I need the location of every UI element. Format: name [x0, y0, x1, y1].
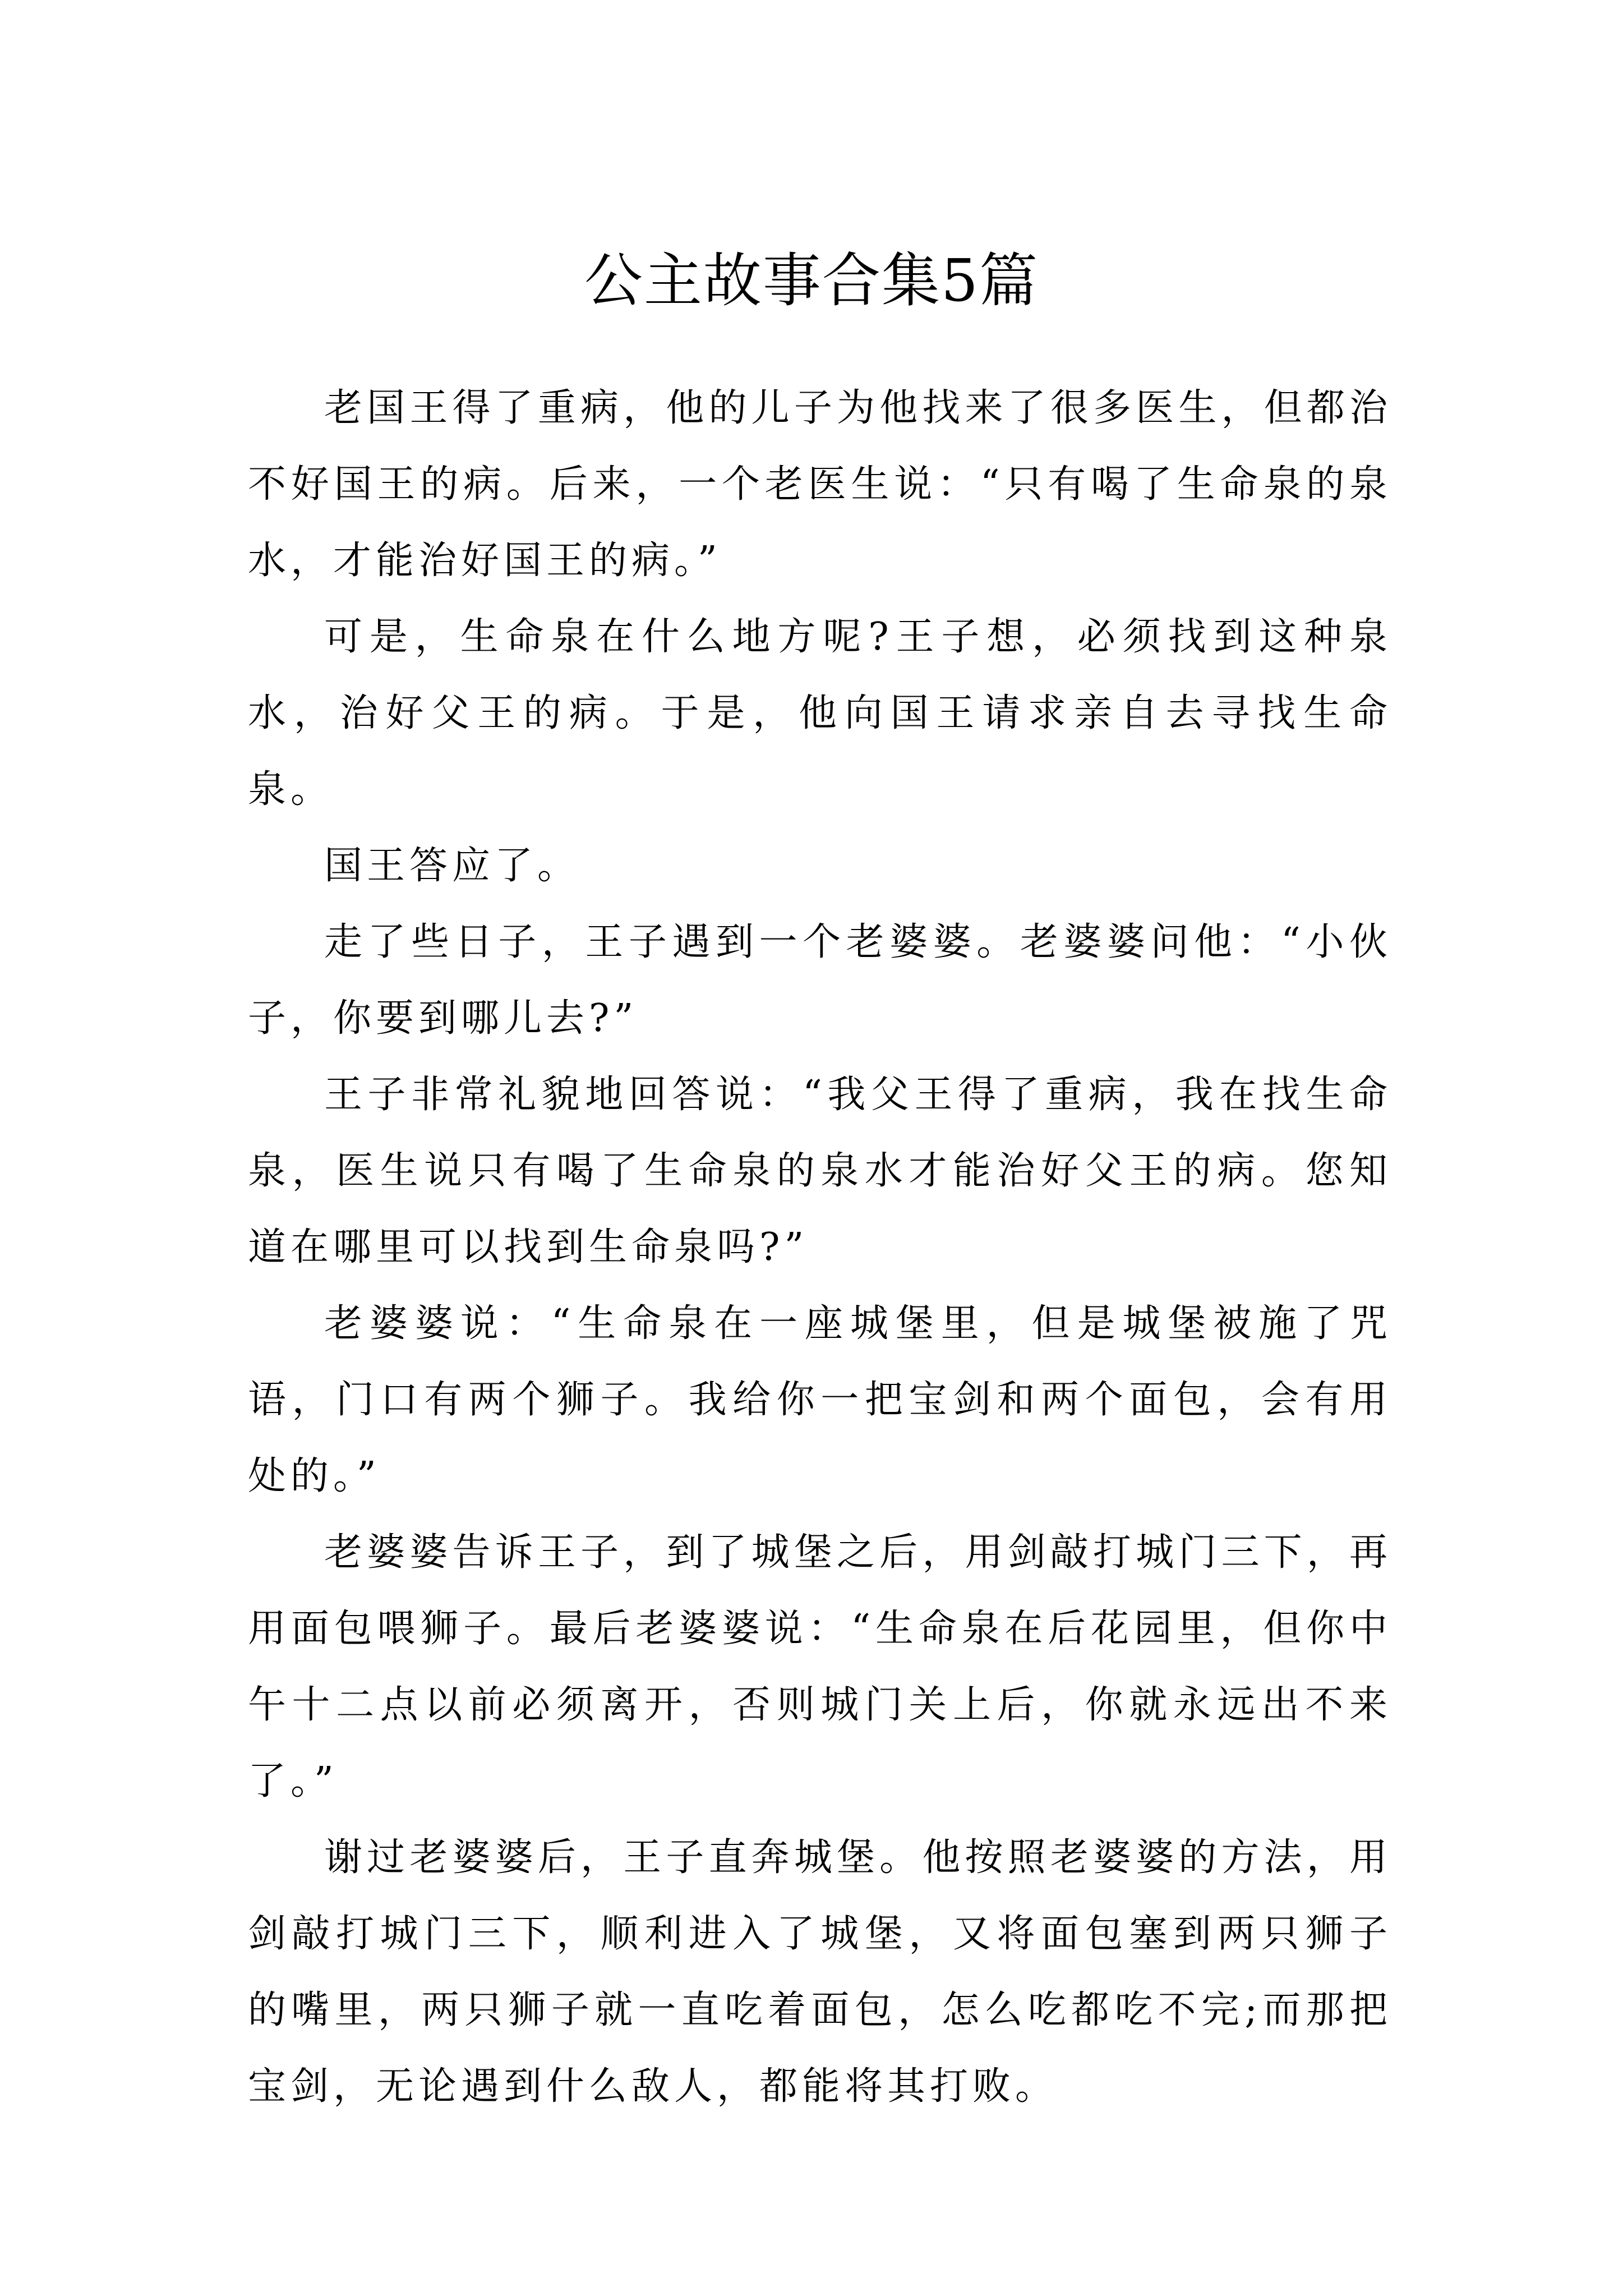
paragraph: 可是，生命泉在什么地方呢?王子想，必须找到这种泉水，治好父王的病。于是，他向国王请求亲自去寻找生命泉。: [248, 615, 1392, 812]
document-title: 公主故事合集5篇: [584, 246, 1039, 315]
paragraph: 老婆婆告诉王子，到了城堡之后，用剑敲打城门三下，再用面包喂狮子。最后老婆婆说：“生命泉在后花园里，但你中午十二点以前必须离开，否则城门关上后，你就永远出不来了。”: [248, 1530, 1392, 1803]
paragraph: 老国王得了重病，他的儿子为他找来了很多医生，但都治不好国王的病。后来，一个老医生说：“只有喝了生命泉的泉水，才能治好国王的病。”: [248, 386, 1392, 583]
paragraph: 王子非常礼貌地回答说：“我父王得了重病，我在找生命泉，医生说只有喝了生命泉的泉水才能治好父王的病。您知道在哪里可以找到生命泉吗?”: [248, 1073, 1392, 1269]
document-body: [248, 370, 1392, 2125]
paragraph: 走了些日子，王子遇到一个老婆婆。老婆婆问他：“小伙子，你要到哪儿去?”: [248, 920, 1392, 1041]
paragraph: 国王答应了。: [324, 844, 580, 888]
paragraph: 谢过老婆婆后，王子直奔城堡。他按照老婆婆的方法，用剑敲打城门三下，顺利进入了城堡，又将面包塞到两只狮子的嘴里，两只狮子就一直吃着面包，怎么吃都吃不完;而那把宝剑，无论遇到什么敌人，都能将其打败。: [248, 1835, 1392, 2109]
paragraph: 老婆婆说：“生命泉在一座城堡里，但是城堡被施了咒语，门口有两个狮子。我给你一把宝剑和两个面包，会有用处的。”: [248, 1301, 1392, 1498]
